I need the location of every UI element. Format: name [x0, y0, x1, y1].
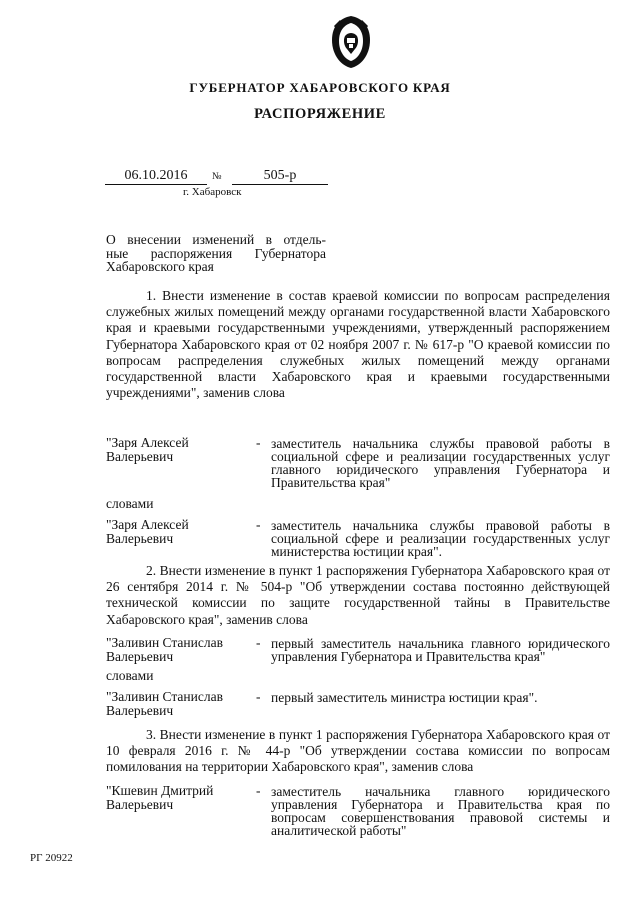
entry-name: "Кшевин Дмитрий Валерьевич — [106, 783, 214, 812]
city: г. Хабаровск — [183, 186, 242, 198]
replacement-word: словами — [106, 668, 154, 683]
paragraph-3: 3. Внести изменение в пункт 1 распоряжения Губернатора Хабаровского края от 10 февраля 2016 г. № 44-р "Об утверждении состава комиссии по вопросам помилования на территории Хабаровского края", заменив слова — [106, 727, 610, 775]
subject-line: ные распоряжения Губернатора — [106, 245, 326, 261]
registration-code: РГ 20922 — [30, 852, 73, 864]
entry-dash: - — [256, 635, 261, 650]
subject-line: Хабаровского края — [106, 259, 214, 274]
entry-position: заместитель начальника главного юридического управления Губернатора и Правительства края по вопросам совершенствования правовой системы и аналитической работы" — [271, 784, 610, 838]
entry-position: первый заместитель начальника главного юридического управления Губернатора и Правительства края" — [271, 636, 610, 664]
khabarovsk-coat-of-arms-icon — [328, 14, 374, 70]
authority-title: ГУБЕРНАТОР ХАБАРОВСКОГО КРАЯ — [189, 80, 451, 95]
entry-name: "Заря Алексей Валерьевич — [106, 435, 189, 464]
replacement-word: словами — [106, 496, 154, 511]
entry-dash: - — [256, 517, 261, 532]
paragraph-2: 2. Внести изменение в пункт 1 распоряжения Губернатора Хабаровского края от 26 сентября 2014 г. № 504-р "Об утверждении состава постоянно действующей технической комиссии по защите государственной тайны в Правительстве Хабаровского края", заменив слова — [106, 563, 610, 627]
entry-dash: - — [256, 783, 261, 798]
entry-position: заместитель начальника службы правовой работы в социальной сфере и реализации государственных услуг министерства юстиции края". — [271, 518, 610, 559]
entry-dash: - — [256, 689, 261, 704]
number-sign: № — [212, 171, 222, 182]
document-subject — [106, 233, 326, 274]
document-number: 505-р — [232, 168, 328, 185]
subject-line: О внесении изменений в отдель- — [106, 232, 326, 247]
entry-name: "Заливин Станислав Валерьевич — [106, 635, 223, 664]
entry-position: заместитель начальника службы правовой работы в социальной сфере и реализации государственных услуг главного юридического управления Губернатора и Правительства края" — [271, 436, 610, 490]
document-date: 06.10.2016 — [105, 168, 207, 185]
entry-position: первый заместитель министра юстиции края". — [271, 690, 538, 705]
entry-name: "Заря Алексей Валерьевич — [106, 517, 189, 546]
paragraph-1: 1. Внести изменение в состав краевой комиссии по вопросам распределения служебных жилых помещений между органами государственной власти Хабаровского края и краевыми государственными учреждениями, утвержденный распоряжением Губернатора Хабаровского края от 02 ноября 2007 г. № 617-р "О краевой комиссии по вопросам распределения служебных жилых помещений между органами государственной власти Хабаровского края и краевыми государственными учреждениями", заменив слова — [106, 288, 610, 401]
entry-dash: - — [256, 435, 261, 450]
document-type: РАСПОРЯЖЕНИЕ — [254, 106, 386, 122]
entry-name: "Заливин Станислав Валерьевич — [106, 689, 223, 718]
